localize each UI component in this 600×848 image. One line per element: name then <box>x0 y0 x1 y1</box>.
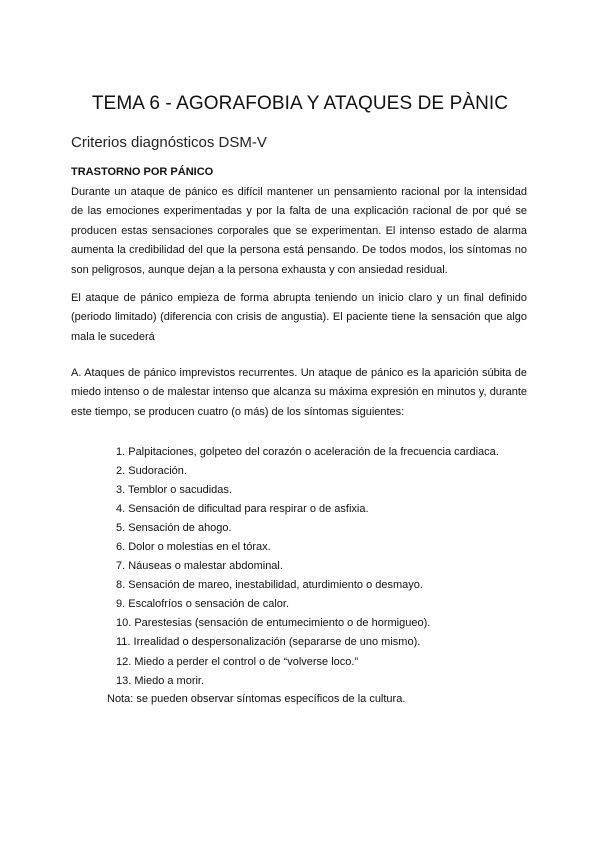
list-item: 13. Miedo a morir. <box>116 674 205 687</box>
paragraph-onset: El ataque de pánico empieza de forma abrupta teniendo un inicio claro y un final definido (periodo limitado) (diferencia con crisis de angustia). El paciente tiene la sensación que algo mala le sucederá <box>71 292 527 343</box>
list-item: 8. Sensación de mareo, inestabilidad, aturdimiento o desmayo. <box>116 579 423 592</box>
list-item: 12. Miedo a perder el control o de “volverse loco.” <box>116 655 359 668</box>
list-item: 2. Sudoración. <box>116 465 187 478</box>
section-heading: TRASTORNO POR PÁNICO <box>71 166 214 178</box>
culture-note: Nota: se pueden observar síntomas específicos de la cultura. <box>107 693 406 705</box>
list-item: 11. Irrealidad o despersonalización (separarse de uno mismo). <box>116 636 421 649</box>
list-item: 9. Escalofríos o sensación de calor. <box>116 598 290 611</box>
paragraph-intro: Durante un ataque de pánico es difícil mantener un pensamiento racional por la intensidad de las emociones experimentadas y por la falta de una explicación racional de por qué se producen estas sensaciones corporales que se experimentan. El intenso estado de alarma aumenta la credibilidad del que la persona está pensando. De todos modos, los síntomas no son peligrosos, aunque dejan a la persona exhausta y con ansiedad residual. <box>71 186 527 276</box>
list-item: 4. Sensación de dificultad para respirar o de asfixia. <box>116 503 369 516</box>
list-item: 5. Sensación de ahogo. <box>116 522 232 535</box>
paragraph-criterion-a: A. Ataques de pánico imprevistos recurrentes. Un ataque de pánico es la aparición súbita de miedo intenso o de malestar intenso que alcanza su máxima expresión en minutos y, durante este tiempo, se producen cuatro (o más) de los síntomas siguientes: <box>71 367 527 418</box>
page-title: TEMA 6 - AGORAFOBIA Y ATAQUES DE PÀNIC <box>91 93 509 114</box>
symptom-list <box>116 443 499 691</box>
list-item: 6. Dolor o molestias en el tórax. <box>116 541 271 554</box>
subtitle: Criterios diagnósticos DSM-V <box>71 134 267 151</box>
list-item: 3. Temblor o sacudidas. <box>116 484 232 497</box>
list-item: 10. Parestesias (sensación de entumecimiento o de hormigueo). <box>116 617 431 630</box>
list-item: 7. Náuseas o malestar abdominal. <box>116 560 283 573</box>
list-item: 1. Palpitaciones, golpeteo del corazón o aceleración de la frecuencia cardiaca. <box>116 446 499 458</box>
